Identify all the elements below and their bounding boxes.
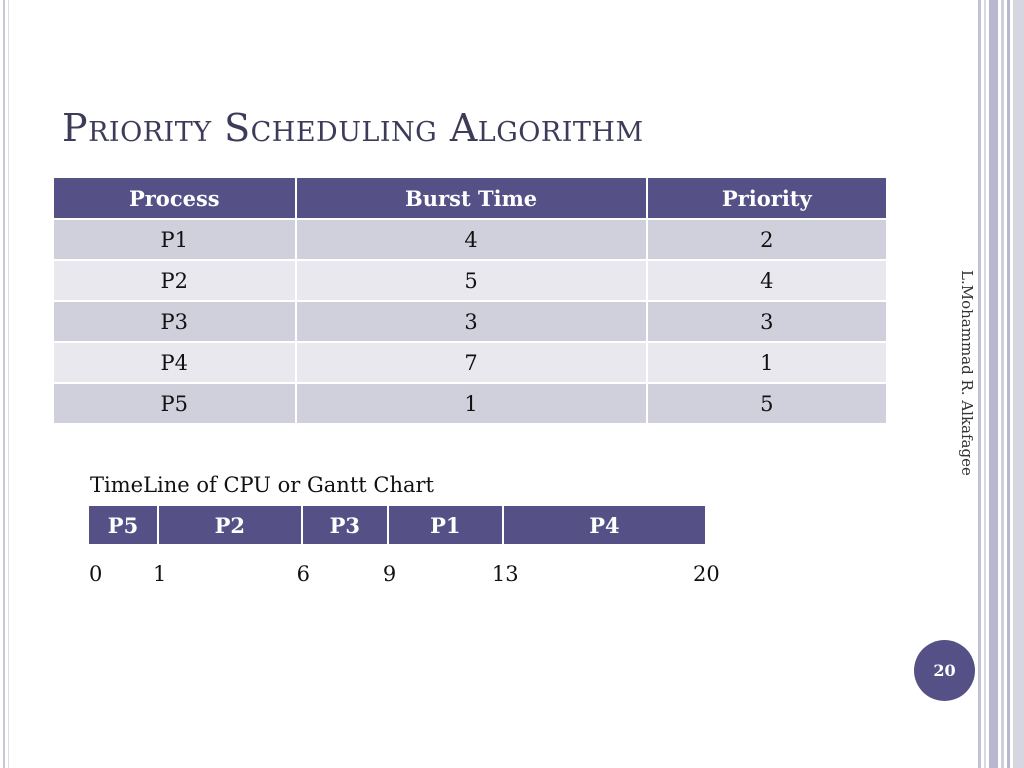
- gantt-caption: TimeLine of CPU or Gantt Chart: [90, 473, 434, 497]
- cell-priority: 2: [647, 219, 887, 260]
- right-border-stripe: [1007, 0, 1010, 768]
- header-process: Process: [53, 177, 296, 219]
- cell-burst-time: 1: [296, 383, 647, 424]
- gantt-segment-p1: P1: [389, 506, 504, 544]
- cell-burst-time: 3: [296, 301, 647, 342]
- cell-priority: 4: [647, 260, 887, 301]
- page-number-badge: [914, 640, 975, 701]
- cell-priority: 1: [647, 342, 887, 383]
- timeline-tick: 0: [89, 562, 103, 586]
- right-border-stripe: [1001, 0, 1004, 768]
- cell-process: P5: [53, 383, 296, 424]
- table-row: [53, 342, 887, 383]
- right-border-stripe: [984, 0, 986, 768]
- author-credit: L.Mohammad R. Alkafagee: [958, 270, 976, 476]
- cell-priority: 3: [647, 301, 887, 342]
- gantt-segment-p3: P3: [303, 506, 389, 544]
- timeline-tick: 20: [693, 562, 720, 586]
- page-number: 20: [933, 661, 956, 680]
- table-row: [53, 219, 887, 260]
- right-border-stripe: [978, 0, 981, 768]
- cell-process: P3: [53, 301, 296, 342]
- gantt-chart-bar: [89, 506, 705, 544]
- left-border-line: [8, 0, 9, 768]
- right-border-stripe: [1013, 0, 1024, 768]
- cell-burst-time: 7: [296, 342, 647, 383]
- timeline-tick: 13: [491, 562, 519, 586]
- right-border-stripe: [989, 0, 998, 768]
- cell-burst-time: 5: [296, 260, 647, 301]
- timeline-tick: 6: [296, 562, 311, 586]
- cell-process: P4: [53, 342, 296, 383]
- header-burst-time: Burst Time: [296, 177, 647, 219]
- header-priority: Priority: [647, 177, 887, 219]
- gantt-segment-p4: P4: [589, 512, 620, 538]
- timeline-tick: 1: [153, 562, 167, 586]
- table-header-row: [53, 177, 887, 219]
- table-row: [53, 383, 887, 424]
- table-row: [53, 260, 887, 301]
- slide-title: Priority Scheduling Algorithm: [62, 106, 644, 150]
- process-table: [52, 176, 888, 425]
- gantt-segment-p5: P5: [89, 506, 159, 544]
- table-row: [53, 301, 887, 342]
- left-border-line: [3, 0, 5, 768]
- cell-process: P1: [53, 219, 296, 260]
- cell-priority: 5: [647, 383, 887, 424]
- timeline-tick: 9: [382, 562, 397, 586]
- gantt-segment-p2: P2: [159, 506, 303, 544]
- cell-burst-time: 4: [296, 219, 647, 260]
- cell-process: P2: [53, 260, 296, 301]
